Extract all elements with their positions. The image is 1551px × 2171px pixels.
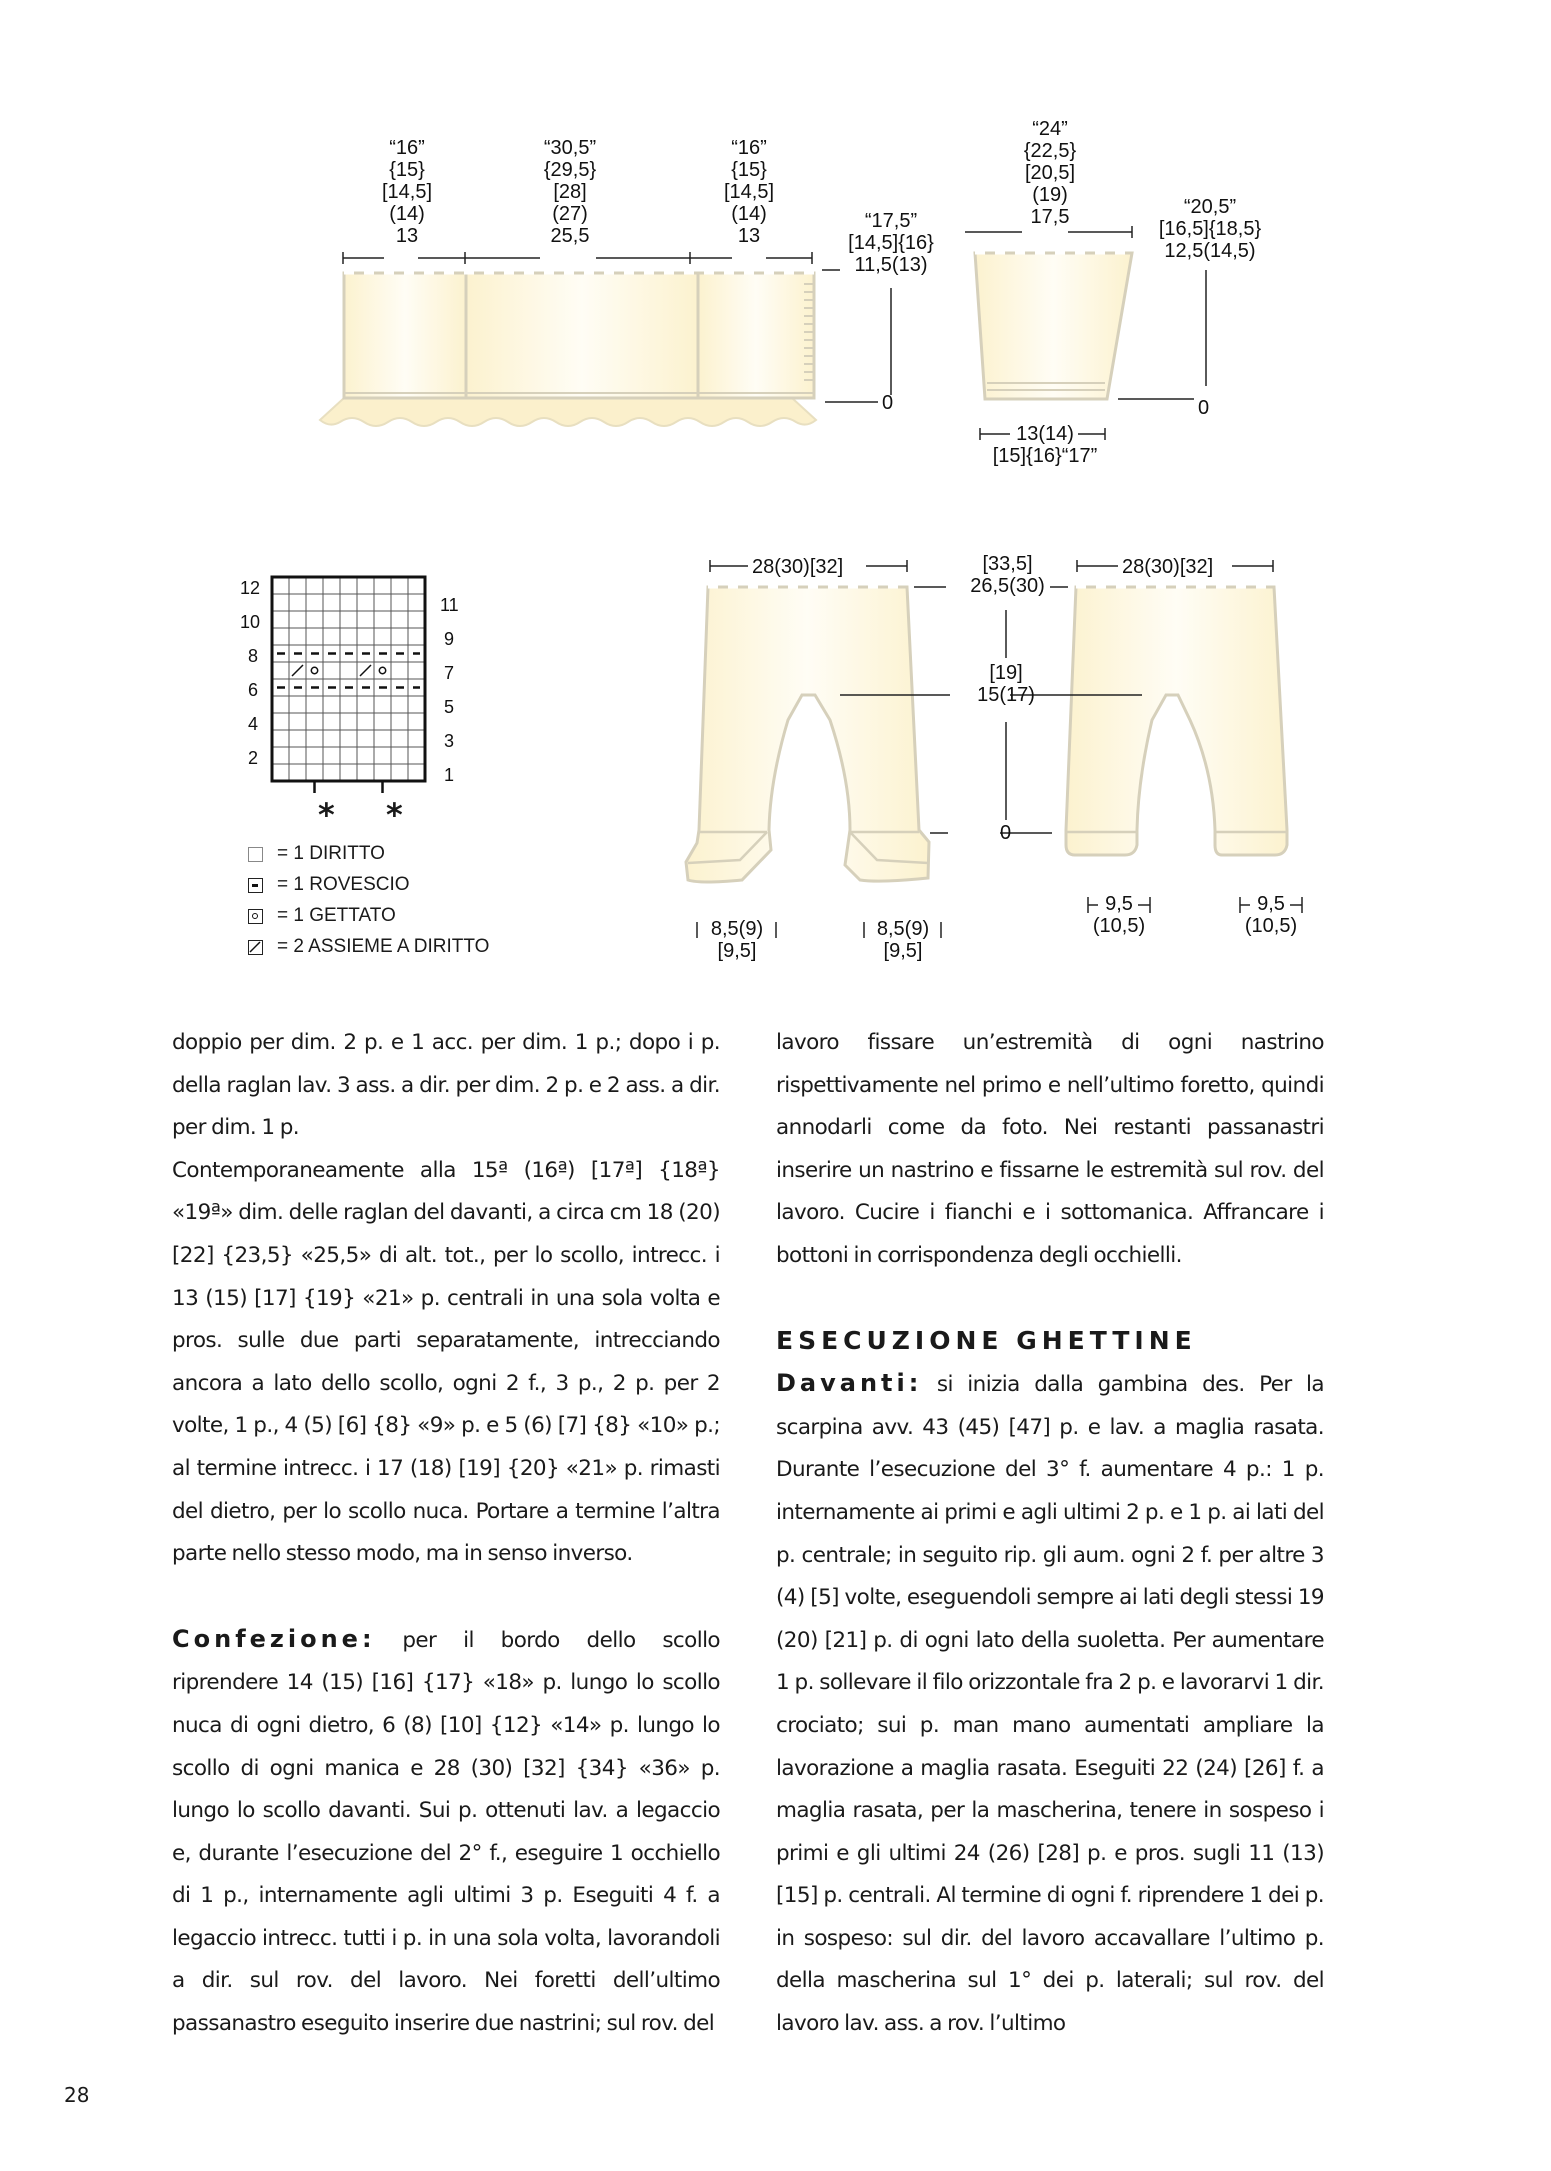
chart-repeat-marker: *	[386, 796, 403, 834]
leggings-front-foot-label-right: 8,5(9) [9,5]	[876, 918, 930, 962]
body-height-label: “17,5” [14,5]{16} 11,5(13)	[848, 210, 934, 276]
k2tog-symbol	[292, 665, 303, 676]
text-column-left	[172, 1022, 720, 2046]
sleeve-height-zero: 0	[1198, 397, 1210, 419]
leggings-back-diagram	[1000, 560, 1287, 855]
paragraph-davanti: Davanti: si inizia dalla gambina des. Per la scarpina avv. 43 (45) [47] p. e lav. a maglia rasata. Durante l’esecuzione del 3° f. aumentare 4 p.: 1 p. internamente ai primi e agli ultimi 2 p. e 1 p. ai lati del p. centrale; in seguito rip. gli aum. ogni 2 f. per altre 3 (4) [5] volte, eseguendoli sempre ai lati degli stessi 19 (20) [21] p. di ogni lato della suoletta. Per aumentare 1 p. sollevare il filo orizzontale fra 2 p. e lavorarvi 1 dir. crociato; sui p. man mano aumentati ampliare la lavorazione a maglia rasata. Eseguiti 22 (24) [26] f. a maglia rasata, per la mascherina, tenere in sospeso i primi e gli ultimi 24 (26) [28] p. e pros. sugli 11 (13) [15] p. centrali. Al termine di ogni f. riprendere 1 dei p. in sospeso: sul dir. del lavoro accavallare l’ultimo p. della mascherina sul 1° dei p. laterali; sul rov. del lavoro lav. ass. a rov. l’ultimo	[776, 1369, 1325, 2037]
legend-item-purl: = 1 ROVESCIO	[248, 874, 410, 896]
k2tog-icon	[248, 940, 263, 955]
leggings-front-diagram	[686, 560, 950, 882]
legend-item-yarn-over: = 1 GETTATO	[248, 905, 396, 927]
leggings-zero: 0	[1000, 822, 1012, 844]
sleeve-height-label: “20,5” [16,5]{18,5} 12,5(14,5)	[1158, 196, 1262, 262]
sleeve-top-width-label: “24” {22,5} [20,5] (19) 17,5	[1023, 118, 1077, 228]
leggings-back-cuff-label-right: 9,5 (10,5)	[1244, 893, 1298, 937]
sleeve-bottom-width-label: 13(14) [15]{16}“17”	[992, 423, 1098, 467]
k2tog-symbol	[360, 665, 371, 676]
davanti-heading: Davanti:	[776, 1369, 923, 1398]
knit-square-icon	[248, 847, 263, 862]
leggings-front-shape	[686, 587, 929, 882]
section-title: ESECUZIONE GHETTINE	[776, 1325, 1197, 1355]
legend-item-k2tog: = 2 ASSIEME A DIRITTO	[248, 936, 489, 958]
text-column-right	[776, 1022, 1324, 2046]
leggings-crotch-height-label: [19] 15(17)	[977, 662, 1035, 706]
paragraph: doppio per dim. 2 p. e 1 acc. per dim. 1 p.; dopo i p. della raglan lav. 3 ass. a dir. per dim. 2 p. e 2 ass. a dir. per dim. 1 p.	[172, 1030, 720, 1141]
paragraph: lavoro fissare un’estremità di ogni nastrino rispettivamente nel primo e nell’ultimo foretto, quindi annodarli come da foto. Nei restanti passanastri inserire un nastrino e fissarne le estremità sul rov. del lavoro. Cucire i fianchi e i sottomanica. Affrancare i bottoni in corrispondenza degli occhielli.	[776, 1030, 1324, 1268]
leggings-back-top-width: 28(30)[32]	[1122, 556, 1214, 578]
leggings-total-height-label: [33,5] 26,5(30)	[970, 553, 1045, 597]
body-piece-ruffle	[320, 398, 816, 426]
body-width-label-front: “30,5” {29,5} [28] (27) 25,5	[543, 137, 597, 247]
body-piece-front	[466, 273, 698, 398]
body-width-label-left-back: “16” {15} [14,5] (14) 13	[381, 137, 433, 247]
leggings-back-shape	[1066, 587, 1287, 855]
yarn-over-symbol	[379, 667, 385, 673]
paragraph: Contemporaneamente alla 15ª (16ª) [17ª] {18ª} «19ª» dim. delle raglan del davanti, a circa cm 18 (20) [22] {23,5} «25,5» di alt. tot., per lo scollo, intrecc. i 13 (15) [17] {19} «21» p. centrali in una sola volta e pros. sulle due parti separatamente, intrecciando ancora a lato dello scollo, ogni 2 f., 3 p., 2 p. per 2 volte, 1 p., 4 (5) [6] {8} «9» p. e 5 (6) [7] {8} «10» p.; al termine intrecc. i 17 (18) [19] {20} «21» p. rimasti del dietro, per lo scollo nuca. Portare a termine l’altra parte nello stesso modo, ma in senso inverso.	[172, 1157, 720, 1567]
purl-square-icon	[248, 878, 263, 893]
chart-repeat-marker: *	[318, 796, 335, 834]
body-piece-left-back	[344, 273, 466, 398]
stitch-chart	[272, 577, 425, 793]
leggings-back-cuff-label-left: 9,5 (10,5)	[1092, 893, 1146, 937]
body-piece-right-back	[698, 273, 814, 398]
confezione-heading: Confezione:	[172, 1624, 376, 1653]
body-height-zero: 0	[882, 392, 894, 414]
paragraph-confezione: Confezione: per il bordo dello scollo riprendere 14 (15) [16] {17} «18» p. lungo lo scollo nuca di ogni dietro, 6 (8) [10] {12} «14» p. lungo lo scollo di ogni manica e 28 (30) [32] {34} «36» p. lungo lo scollo davanti. Sui p. ottenuti lav. a legaccio e, durante l’esecuzione del 2° f., eseguire 1 occhiello di 1 p., internamente agli ultimi 3 p. Eseguiti 4 f. a legaccio intrecc. tutti i p. in una sola volta, lavorandoli a dir. sul rov. del lavoro. Nei foretti dell’ultimo passanastro eseguito inserire due nastrini; sul rov. del	[172, 1624, 720, 2037]
body-width-label-right-back: “16” {15} [14,5] (14) 13	[723, 137, 775, 247]
yarn-over-symbol	[311, 667, 317, 673]
legend-item-knit: = 1 DIRITTO	[248, 843, 385, 865]
leggings-front-foot-label-left: 8,5(9) [9,5]	[710, 918, 764, 962]
sleeve-shape	[975, 253, 1132, 399]
leggings-front-top-width: 28(30)[32]	[752, 556, 844, 578]
page-number: 28	[64, 2083, 90, 2107]
yarn-over-icon	[248, 909, 263, 924]
body-piece-diagram	[320, 252, 894, 426]
